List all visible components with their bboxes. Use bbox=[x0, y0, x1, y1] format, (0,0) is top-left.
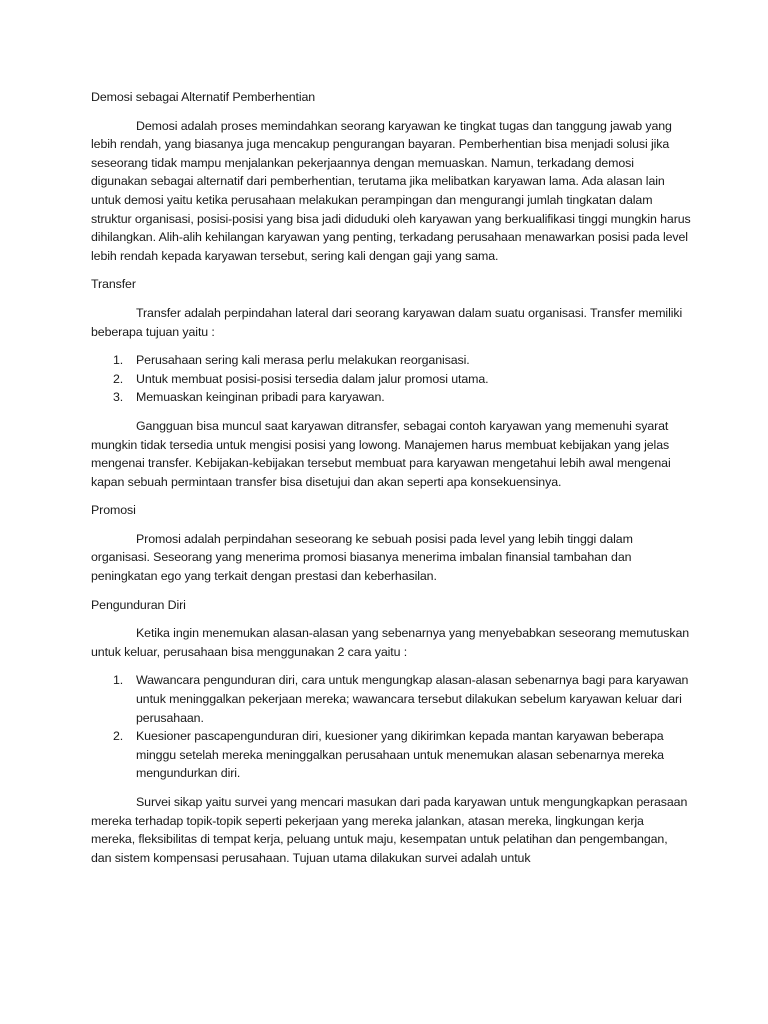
document-body bbox=[91, 88, 691, 877]
list-item bbox=[91, 370, 691, 389]
list-number: 3. bbox=[113, 390, 124, 405]
list-number: 2. bbox=[113, 371, 124, 386]
paragraph: Ketika ingin menemukan alasan-alasan yang sebenarnya yang menyebabkan seseorang memutuskan untuk keluar, perusahaan bisa menggunakan 2 cara yaitu : bbox=[91, 626, 690, 659]
section-heading-pengunduran-diri: Pengunduran Diri bbox=[91, 597, 186, 612]
list-item bbox=[91, 727, 691, 783]
paragraph: Transfer adalah perpindahan lateral dari seorang karyawan dalam suatu organisasi. Transfer memiliki beberapa tujuan yaitu : bbox=[91, 305, 683, 339]
paragraph: Gangguan bisa muncul saat karyawan ditransfer, sebagai contoh karyawan yang memenuhi syarat mungkin tidak tersedia untuk mengisi posisi yang lowong. Manajemen harus membuat kebijakan yang jelas mengenai transfer. Kebijakan-kebijakan tersebut membuat para karyawan mengetahui lebih awal mengenai kapan sebuah permintaan transfer bisa disetujui dan akan seperti apa konsekuensinya. bbox=[91, 418, 671, 489]
numbered-list bbox=[91, 351, 691, 407]
list-number: 1. bbox=[113, 353, 124, 368]
list-item-text: Untuk membuat posisi-posisi tersedia dalam jalur promosi utama. bbox=[136, 371, 489, 386]
list-item-text: Perusahaan sering kali merasa perlu melakukan reorganisasi. bbox=[136, 353, 470, 368]
list-item-text: Kuesioner pascapengunduran diri, kuesioner yang dikirimkan kepada mantan karyawan beberapa minggu setelah mereka meninggalkan perusahaan untuk menemukan alasan sebenarnya mereka mengundurkan diri. bbox=[136, 729, 664, 781]
list-item-text: Memuaskan keinginan pribadi para karyawan. bbox=[136, 390, 385, 405]
paragraph: Demosi adalah proses memindahkan seorang karyawan ke tingkat tugas dan tanggung jawab yang lebih rendah, yang biasanya juga mencakup pengurangan bayaran. Pemberhentian bisa menjadi solusi jika seseorang tidak mampu menjalankan pekerjaannya dengan memuaskan. Namun, terkadang demosi digunakan sebagai alternatif dari pemberhentian, terutama jika melibatkan karyawan lama. Ada alasan lain untuk demosi yaitu ketika perusahaan melakukan perampingan dan mengurangi jumlah tingkatan dalam struktur organisasi, posisi-posisi yang bisa jadi diduduki oleh karyawan yang berkualifikasi tinggi mungkin harus dihilangkan. Alih-alih kehilangan karyawan yang penting, terkadang perusahaan menawarkan posisi pada level lebih rendah kepada karyawan tersebut, sering kali dengan gaji yang sama. bbox=[91, 118, 691, 263]
numbered-list bbox=[91, 671, 691, 783]
section-heading-promosi: Promosi bbox=[91, 503, 136, 518]
section-heading-transfer: Transfer bbox=[91, 277, 136, 292]
list-number: 1. bbox=[113, 673, 124, 688]
list-number: 2. bbox=[113, 729, 124, 744]
list-item bbox=[91, 388, 691, 407]
paragraph: Promosi adalah perpindahan seseorang ke sebuah posisi pada level yang lebih tinggi dalam organisasi. Seseorang yang menerima promosi biasanya menerima imbalan finansial tambahan dan peningkatan ego yang terkait dengan prestasi dan keberhasilan. bbox=[91, 531, 633, 584]
list-item-text: Wawancara pengunduran diri, cara untuk mengungkap alasan-alasan sebenarnya bagi para karyawan untuk meninggalkan pekerjaan mereka; wawancara tersebut dilakukan sebelum karyawan keluar dari perusahaan. bbox=[136, 673, 689, 725]
paragraph: Survei sikap yaitu survei yang mencari masukan dari pada karyawan untuk mengungkapkan perasaan mereka terhadap topik-topik seperti pekerjaan yang mereka jalankan, atasan mereka, lingkungan kerja mereka, fleksibilitas di tempat kerja, peluang untuk maju, kesempatan untuk pelatihan dan pengembangan, dan sistem kompensasi perusahaan. Tujuan utama dilakukan survei adalah untuk bbox=[91, 795, 688, 865]
section-heading-demosi: Demosi sebagai Alternatif Pemberhentian bbox=[91, 90, 316, 104]
list-item bbox=[91, 671, 691, 727]
list-item bbox=[91, 351, 691, 370]
